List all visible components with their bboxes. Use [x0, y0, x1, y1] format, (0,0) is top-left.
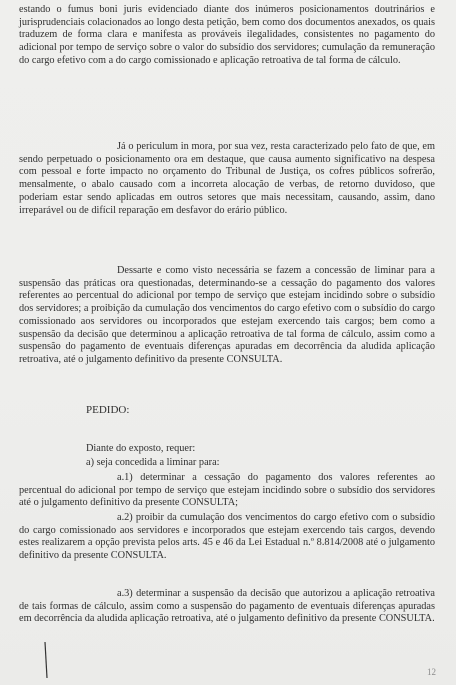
paragraph-periculum-in-mora: Já o periculum in mora, por sua vez, resta caracterizado pelo fato de que, em sendo perpetuado o posicionamento ora em destaque, que causa aumento significativo na despesa com pessoal e forte impacto no orçamento do Tribunal de Justiça, os cofres públicos sofrerão, mensalmente, o abalo causado com a incorreta alocação de verbas, de retorno duvidoso, que poderiam estar sendo aplicadas em outros setores que mais necessitam, causando, assim, dano irreparável ou de difícil reparação em desfavor do erário público. — [19, 141, 435, 216]
request-item-a1: a.1) determinar a cessação do pagamento dos valores referentes ao percentual do adicional por tempo de serviço que estejam incidindo sobre o subsídio dos servidores até o julgamento definitivo da presente CONSULTA; — [19, 472, 435, 509]
request-intro: Diante do exposto, requer: — [86, 443, 196, 454]
request-item-a: a) seja concedida a liminar para: — [86, 457, 220, 468]
request-item-a2: a.2) proibir da cumulação dos vencimentos do cargo efetivo com o subsídio do cargo comissionado aos servidores e incorporados que estejam exercendo tais cargos, devendo estes realizarem a opção prevista pelos arts. 45 e 46 da Lei Estadual n.º 8.814/2008 até o julgamento definitivo da presente CONSULTA. — [19, 512, 435, 562]
request-item-a3: a.3) determinar a suspensão da decisão que autorizou a aplicação retroativa de tais formas de cálculo, assim como a suspensão do pagamento de eventuais diferenças apuradas em decorrência da aludida aplicação retroativa, até o julgamento definitivo da presente CONSULTA. — [19, 588, 435, 625]
paragraph-liminar: Dessarte e como visto necessária se fazem a concessão de liminar para a suspensão das práticas ora questionadas, determinando-se a cessação do pagamento dos valores referentes ao percentual do adicional por tempo de serviço que estejam incidindo sobre o subsídio dos servidores; a proibição da cumulação dos vencimentos do cargo efetivo com o subsídio do cargo comissionado aos servidores ou incorporados que estejam exercendo tais cargos; bem como a suspensão da decisão que determinou a aplicação retroativa de tal forma de cálculo, assim como a suspensão do pagamento de eventuais diferenças apuradas em decorrência da aludida aplicação retroativa, até o julgamento definitivo da presente CONSULTA. — [19, 265, 435, 365]
paragraph-fumus-boni-juris: estando o fumus boni juris evidenciado diante dos inúmeros posicionamentos doutrinários e jurisprudenciais colacionados ao longo desta petição, bem como dos documentos anexados, os quais traduzem de forma clara e manifesta as prováveis ilegalidades, consistentes no pagamento do adicional por tempo de serviço sobre o valor do subsídio dos servidores; cumulação da remuneração do cargo efetivo com a do cargo comissionado e aplicação retroativa de tal forma de cálculo. — [19, 4, 435, 66]
handwritten-mark — [42, 640, 54, 680]
heading-pedido: PEDIDO: — [86, 404, 130, 416]
page-number: 12 — [427, 667, 436, 677]
